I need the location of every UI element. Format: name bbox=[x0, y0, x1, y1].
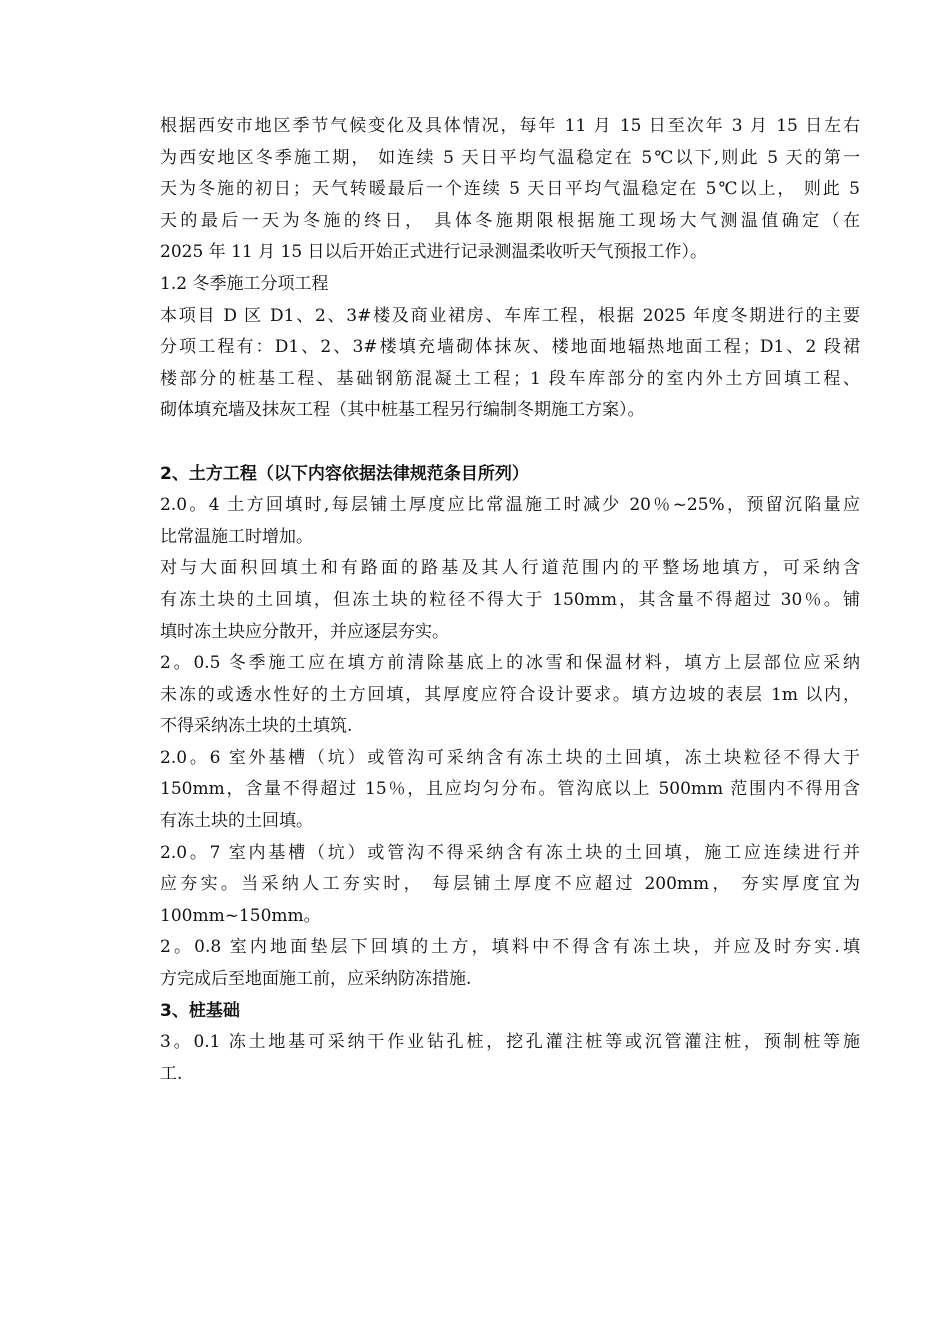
section-heading: 3、桩基础 bbox=[160, 1000, 240, 1021]
text-line: 2025 年 11 月 15 日以后开始正式进行记录测温柔收听天气预报工作）。 bbox=[160, 242, 708, 263]
text-line: 为西安地区冬季施工期， 如连续 5 天日平均气温稳定在 5℃以下,则此 5 天的第一 bbox=[160, 147, 860, 168]
text-line: 有冻土块的土回填，但冻土块的粒径不得大于 150mm，其含量不得超过 30％。铺 bbox=[160, 589, 860, 610]
text-line: 填时冻土块应分散开，并应逐层夯实。 bbox=[160, 621, 449, 642]
text-line: 比常温施工时增加。 bbox=[160, 526, 313, 547]
text-line: 天为冬施的初日；天气转暖最后一个连续 5 天日平均气温稳定在 5℃以上， 则此 5 bbox=[160, 179, 860, 200]
text-line: 100mm~150mm。 bbox=[160, 905, 321, 926]
text-line: 有冻土块的土回填。 bbox=[160, 811, 313, 832]
text-line: 不得采纳冻土块的土填筑. bbox=[160, 716, 353, 737]
text-line: 2.0。7 室内基槽（坑）或管沟不得采纳含有冻土块的土回填，施工应连续进行并 bbox=[160, 842, 860, 863]
section-heading: 2、土方工程（以下内容依据法律规范条目所列） bbox=[160, 463, 529, 484]
text-line: 150mm，含量不得超过 15％，且应均匀分布。管沟底以上 500mm 范围内不得用含 bbox=[160, 779, 860, 800]
text-line: 本项目 D 区 D1、2、3#楼及商业裙房、车库工程，根据 2025 年度冬期进行的主要 bbox=[160, 305, 860, 326]
document-page bbox=[160, 111, 860, 1090]
text-line: 天的最后一天为冬施的终日， 具体冬施期限根据施工现场大气测温值确定（在 bbox=[160, 210, 860, 231]
text-line: 未冻的或透水性好的土方回填，其厚度应符合设计要求。填方边坡的表层 1m 以内， bbox=[160, 684, 860, 705]
text-line: 2.0。6 室外基槽（坑）或管沟可采纳含有冻土块的土回填，冻土块粒径不得大于 bbox=[160, 747, 860, 768]
text-line: 对与大面积回填土和有路面的路基及其人行道范围内的平整场地填方，可采纳含 bbox=[160, 558, 860, 579]
text-line: 分项工程有：D1、2、3#楼填充墙砌体抹灰、楼地面地辐热地面工程；D1、2 段裙 bbox=[160, 337, 860, 358]
text-line: 2。0.5 冬季施工应在填方前清除基底上的冰雪和保温材料，填方上层部位应采纳 bbox=[160, 653, 860, 674]
text-line: 3。0.1 冻土地基可采纳干作业钻孔桩，挖孔灌注桩等或沉管灌注桩，预制桩等施 bbox=[160, 1032, 860, 1053]
text-line: 根据西安市地区季节气候变化及具体情况，每年 11 月 15 日至次年 3 月 15 日左右 bbox=[160, 116, 860, 136]
text-line: 方完成后至地面施工前，应采纳防冻措施. bbox=[160, 969, 472, 990]
text-line: 楼部分的桩基工程、基础钢筋混凝土工程；1 段车库部分的室内外土方回填工程、 bbox=[160, 368, 860, 389]
text-line: 应夯实。当采纳人工夯实时， 每层铺土厚度不应超过 200mm， 夯实厚度宜为 bbox=[160, 874, 860, 895]
text-line: 砌体填充墙及抹灰工程（其中桩基工程另行编制冬期施工方案）。 bbox=[160, 400, 645, 421]
blank-line bbox=[160, 427, 860, 459]
text-line: 工. bbox=[160, 1063, 183, 1084]
text-line: 2.0。4 土方回填时,每层铺土厚度应比常温施工时减少 20％~25%，预留沉陷量应 bbox=[160, 495, 860, 516]
text-line: 2。0.8 室内地面垫层下回填的土方，填料中不得含有冻土块，并应及时夯实.填 bbox=[160, 937, 860, 958]
text-line: 1.2 冬季施工分项工程 bbox=[160, 273, 329, 294]
